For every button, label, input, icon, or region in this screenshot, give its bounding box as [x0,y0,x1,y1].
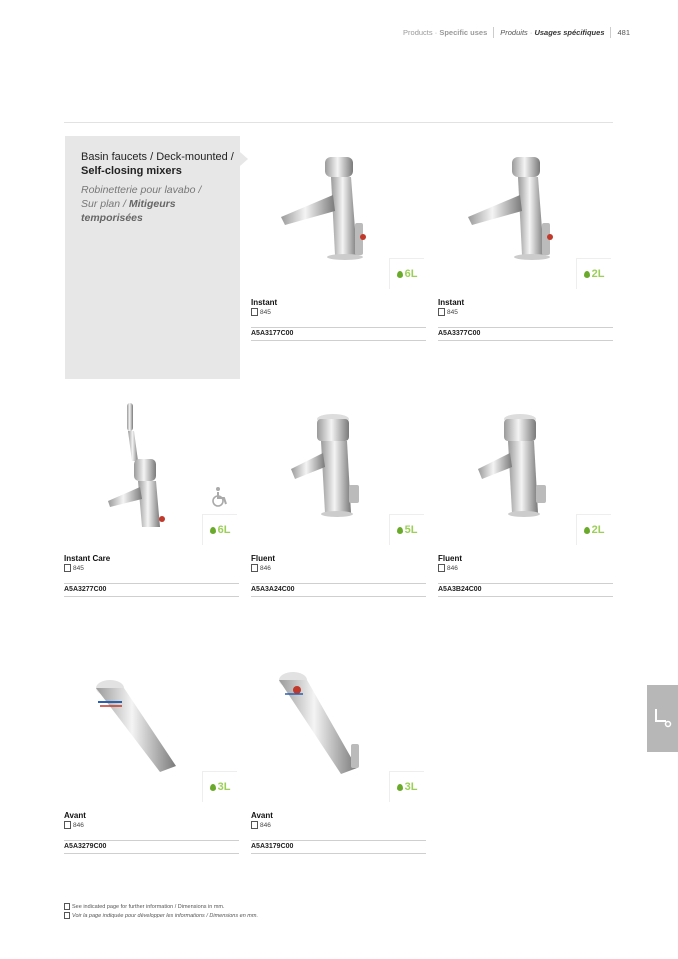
divider [251,340,426,341]
product-name: Avant [251,811,273,820]
top-rule [64,122,613,123]
category-title-en [81,150,234,178]
panel-pointer [240,152,248,166]
category-panel [65,136,240,379]
wheelchair-icon [203,481,237,513]
document-icon [438,308,445,316]
divider [251,853,426,854]
document-icon [251,564,258,572]
category-en-line2: Self-closing mixers [81,165,182,177]
header-specific-uses: Specific uses [439,28,488,37]
water-drop-icon [584,271,590,278]
divider [64,596,239,597]
divider [64,853,239,854]
document-icon [251,308,258,316]
page-reference [438,308,458,316]
product-name: Instant [438,298,465,307]
divider [251,596,426,597]
divider [438,340,613,341]
product-code: A5A3A24C00 [251,586,295,593]
faucet-icon [652,707,672,729]
footnote-fr-text: Voir la page indiquée pour développer les informations / Dimensions en mm. [72,912,258,919]
header-usages: Usages spécifiques [534,28,605,37]
water-consumption-badge [389,258,424,289]
category-fr-line2-bold: Mitigeurs [128,198,176,210]
product-name: Avant [64,811,86,820]
page-ref-number: 846 [73,821,84,829]
page-reference [251,564,271,572]
water-drop-icon [210,784,216,791]
category-title-fr [81,183,201,225]
divider [64,840,239,841]
page-reference [251,308,271,316]
page-ref-number: 845 [73,564,84,572]
page-ref-number: 845 [447,308,458,316]
divider [251,583,426,584]
water-consumption-badge [202,771,237,802]
divider [64,583,239,584]
footnote-en-text: See indicated page for further information / Dimensions in mm. [72,903,225,910]
category-fr-line3: temporisées [81,212,143,224]
header-divider [610,27,611,38]
product-code: A5A3279C00 [64,843,107,850]
divider [438,596,613,597]
water-drop-icon [397,527,403,534]
water-volume: 5L [404,524,418,536]
page-ref-number: 845 [260,308,271,316]
water-consumption-badge [202,514,237,545]
product-code: A5A3177C00 [251,330,294,337]
divider [251,327,426,328]
category-fr-line1: Robinetterie pour lavabo / [81,184,202,196]
divider [438,583,613,584]
product-code: A5A3277C00 [64,586,107,593]
document-icon [251,821,258,829]
product-name: Instant Care [64,554,111,563]
document-icon [438,564,445,572]
page-reference [64,821,84,829]
water-volume: 6L [217,524,231,536]
document-icon [64,564,71,572]
page-reference [251,821,271,829]
product-name: Fluent [251,554,275,563]
page-reference [64,564,84,572]
water-drop-icon [397,784,403,791]
water-volume: 2L [591,524,605,536]
water-consumption-badge [389,771,424,802]
header-produits: Produits [500,28,528,37]
category-en-line1: Basin faucets / Deck-mounted / [81,151,234,163]
water-volume: 6L [404,268,418,280]
water-volume: 3L [217,781,231,793]
page-ref-number: 846 [260,821,271,829]
page-number: 481 [617,28,630,37]
page-ref-number: 846 [260,564,271,572]
product-name: Instant [251,298,278,307]
water-consumption-badge [389,514,424,545]
page-reference [438,564,458,572]
water-drop-icon [210,527,216,534]
water-volume: 3L [404,781,418,793]
page-ref-number: 846 [447,564,458,572]
product-name: Fluent [438,554,462,563]
category-fr-line2: Sur plan / [81,198,129,210]
water-consumption-badge [576,514,611,545]
footnote-fr [64,912,258,919]
water-consumption-badge [576,258,611,289]
product-code: A5A3179C00 [251,843,294,850]
product-code: A5A3377C00 [438,330,481,337]
water-volume: 2L [591,268,605,280]
document-icon [64,821,71,829]
footnote-en [64,903,225,910]
document-icon [64,903,70,910]
water-drop-icon [397,271,403,278]
document-icon [64,912,70,919]
divider [251,840,426,841]
section-tab[interactable] [647,685,678,752]
header-divider [493,27,494,38]
water-drop-icon [584,527,590,534]
divider [438,327,613,328]
product-code: A5A3B24C00 [438,586,482,593]
running-header: Products · Specific uses Produits · Usages spécifiques 481 [403,28,630,37]
header-products: Products [403,28,433,37]
